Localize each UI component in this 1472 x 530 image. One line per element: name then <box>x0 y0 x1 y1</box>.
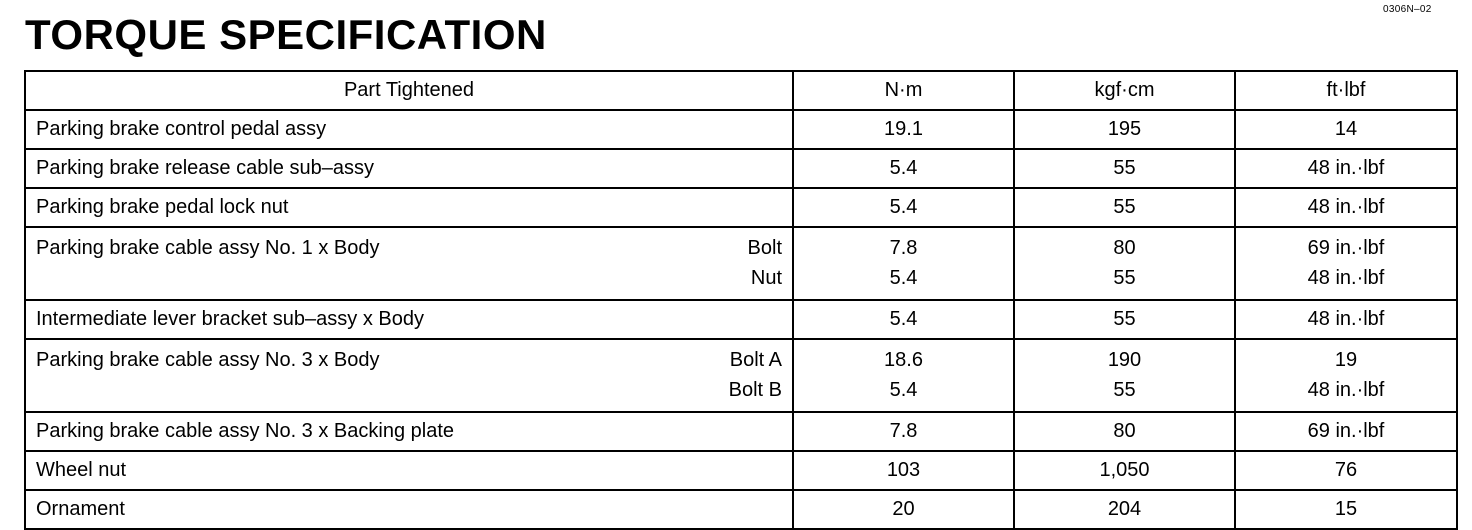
nm-cell <box>793 300 1014 339</box>
header-kgf-cm: kgf·cm <box>1014 71 1235 110</box>
fastener-labels <box>729 345 782 405</box>
header-part-tightened: Part Tightened <box>25 71 793 110</box>
nm-value: 18.6 <box>884 349 923 371</box>
part-cell <box>25 110 793 149</box>
table-row <box>25 490 1457 529</box>
nm-cell <box>793 339 1014 412</box>
fastener-label: Bolt A <box>729 349 782 371</box>
nm-cell <box>793 110 1014 149</box>
nm-value: 20 <box>892 498 915 520</box>
ft-value: 69 in.·lbf <box>1307 237 1385 259</box>
part-name: Ornament <box>36 498 125 520</box>
ft-cell <box>1235 227 1457 300</box>
kgf-value: 55 <box>1113 379 1136 401</box>
nm-value: 103 <box>886 459 921 481</box>
nm-value: 19.1 <box>884 118 923 140</box>
document-id: 0306N–02 <box>1383 4 1432 15</box>
ft-cell <box>1235 110 1457 149</box>
nm-value: 5.4 <box>889 379 918 401</box>
ft-value: 48 in.·lbf <box>1307 267 1385 289</box>
part-name: Parking brake control pedal assy <box>36 118 327 140</box>
kgf-value: 195 <box>1107 118 1142 140</box>
nm-value: 5.4 <box>889 157 918 179</box>
table-row <box>25 339 1457 412</box>
part-name: Parking brake pedal lock nut <box>36 196 289 218</box>
ft-cell <box>1235 188 1457 227</box>
ft-cell <box>1235 451 1457 490</box>
part-name: Wheel nut <box>36 459 127 481</box>
kgf-value: 55 <box>1113 308 1136 330</box>
nm-value: 7.8 <box>889 237 918 259</box>
ft-value: 48 in.·lbf <box>1307 379 1385 401</box>
kgf-value: 80 <box>1113 237 1136 259</box>
ft-value: 76 <box>1334 459 1358 481</box>
kgf-value: 190 <box>1107 349 1142 371</box>
kgf-cell <box>1014 412 1235 451</box>
kgf-value: 55 <box>1113 157 1136 179</box>
kgf-cell <box>1014 227 1235 300</box>
part-name: Parking brake release cable sub–assy <box>36 157 374 179</box>
table-row <box>25 188 1457 227</box>
header-nm: N·m <box>793 71 1014 110</box>
fastener-labels <box>748 233 782 293</box>
nm-value: 5.4 <box>889 308 918 330</box>
fastener-label: Bolt <box>747 237 782 259</box>
ft-value: 48 in.·lbf <box>1307 157 1385 179</box>
kgf-value: 1,050 <box>1099 459 1150 481</box>
part-cell <box>25 339 793 412</box>
nm-cell <box>793 412 1014 451</box>
part-name: Parking brake cable assy No. 3 x Backing plate <box>36 420 454 442</box>
ft-cell <box>1235 339 1457 412</box>
nm-cell <box>793 188 1014 227</box>
ft-cell <box>1235 300 1457 339</box>
part-cell <box>25 451 793 490</box>
part-name: Parking brake cable assy No. 3 x Body <box>36 349 380 371</box>
ft-value: 19 <box>1334 349 1358 371</box>
kgf-value: 55 <box>1113 267 1136 289</box>
ft-value: 48 in.·lbf <box>1307 196 1385 218</box>
kgf-cell <box>1014 451 1235 490</box>
kgf-cell <box>1014 300 1235 339</box>
table-row <box>25 227 1457 300</box>
part-name: Parking brake cable assy No. 1 x Body <box>36 237 380 259</box>
ft-cell <box>1235 149 1457 188</box>
kgf-value: 204 <box>1107 498 1142 520</box>
table-row <box>25 412 1457 451</box>
kgf-cell <box>1014 110 1235 149</box>
part-cell <box>25 188 793 227</box>
nm-value: 5.4 <box>889 267 918 289</box>
part-name: Intermediate lever bracket sub–assy x Body <box>36 308 424 330</box>
ft-value: 48 in.·lbf <box>1307 308 1385 330</box>
kgf-cell <box>1014 188 1235 227</box>
part-cell <box>25 490 793 529</box>
nm-cell <box>793 451 1014 490</box>
torque-spec-table <box>24 70 1458 530</box>
table-row <box>25 149 1457 188</box>
kgf-value: 55 <box>1113 196 1136 218</box>
ft-value: 14 <box>1334 118 1358 140</box>
ft-cell <box>1235 490 1457 529</box>
part-cell <box>25 227 793 300</box>
fastener-label: Nut <box>750 267 782 289</box>
part-cell <box>25 300 793 339</box>
nm-value: 5.4 <box>889 196 918 218</box>
kgf-cell <box>1014 490 1235 529</box>
kgf-cell <box>1014 339 1235 412</box>
ft-value: 69 in.·lbf <box>1307 420 1385 442</box>
kgf-value: 80 <box>1113 420 1136 442</box>
kgf-cell <box>1014 149 1235 188</box>
table-row <box>25 300 1457 339</box>
nm-value: 7.8 <box>889 420 918 442</box>
nm-cell <box>793 490 1014 529</box>
fastener-label: Bolt B <box>728 379 782 401</box>
table-header-row <box>25 71 1457 110</box>
header-ft-lbf: ft·lbf <box>1235 71 1457 110</box>
table-row <box>25 451 1457 490</box>
part-cell <box>25 149 793 188</box>
table-row <box>25 110 1457 149</box>
nm-cell <box>793 149 1014 188</box>
page-title: TORQUE SPECIFICATION <box>25 11 547 58</box>
ft-value: 15 <box>1334 498 1358 520</box>
nm-cell <box>793 227 1014 300</box>
ft-cell <box>1235 412 1457 451</box>
part-cell <box>25 412 793 451</box>
